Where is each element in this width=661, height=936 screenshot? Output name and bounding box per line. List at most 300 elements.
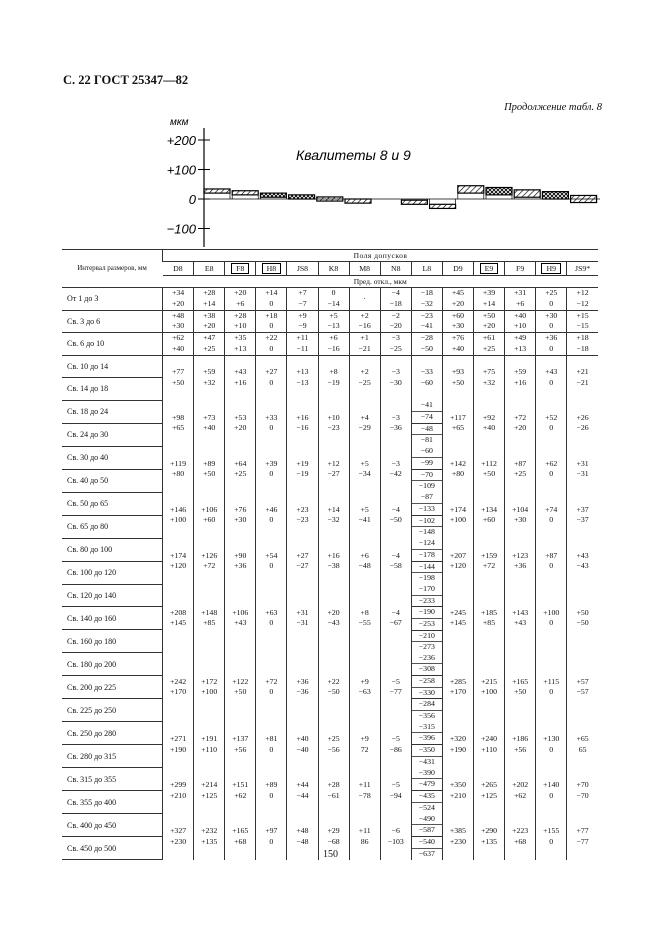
upper-deviation: −3 — [391, 458, 400, 468]
deviation-cell — [473, 768, 504, 814]
lower-deviation: +6 — [236, 298, 245, 308]
upper-deviation: +73 — [203, 412, 216, 422]
lower-deviation: −19 — [327, 377, 340, 387]
lower-deviation: +100 — [170, 515, 187, 524]
chart-bar-js9-star — [571, 195, 597, 202]
lower-deviation: −86 — [389, 744, 402, 754]
upper-deviation: +40 — [514, 310, 527, 320]
deviation-cell — [567, 653, 598, 722]
upper-deviation: +186 — [512, 734, 529, 744]
interval-label: Св. 10 до 14 — [62, 355, 163, 378]
upper-deviation: +37 — [576, 504, 589, 514]
chart-tick-label: +200 — [166, 133, 196, 148]
upper-deviation: +89 — [265, 780, 278, 790]
upper-deviation: +223 — [512, 826, 529, 836]
lower-deviation: +13 — [234, 343, 247, 353]
upper-deviation: +159 — [480, 550, 498, 560]
deviations-header: Пред. откл., мкм — [163, 276, 598, 288]
deviation-cell — [380, 584, 411, 653]
lower-deviation: −50 — [420, 343, 433, 353]
deviation-cell — [442, 492, 473, 538]
deviation-cell-split — [411, 492, 442, 538]
deviation-cell — [318, 492, 349, 538]
lower-deviation: −253 — [412, 619, 442, 631]
table-row — [62, 492, 598, 515]
deviation-cell — [536, 288, 567, 311]
column-header-d9: D9 — [442, 262, 473, 276]
deviation-cell — [318, 653, 349, 722]
upper-deviation: +15 — [576, 310, 589, 320]
upper-deviation: +4 — [360, 412, 369, 422]
lower-deviation: −25 — [389, 343, 402, 353]
upper-deviation: +63 — [265, 607, 278, 617]
deviation-cell — [256, 333, 287, 356]
deviation-cell — [442, 400, 473, 446]
deviation-cell — [473, 653, 504, 722]
upper-deviation: +112 — [481, 458, 497, 468]
deviation-cell — [536, 400, 567, 446]
deviation-cell — [225, 653, 256, 722]
deviation-cell — [567, 492, 598, 538]
lower-deviation: −21 — [576, 377, 589, 387]
upper-deviation: +117 — [450, 412, 466, 422]
lower-deviation: −41 — [358, 515, 371, 524]
upper-deviation: −3 — [391, 367, 400, 377]
upper-deviation: +53 — [234, 412, 247, 422]
lower-deviation: +20 — [514, 423, 527, 432]
lower-deviation: +25 — [482, 343, 496, 353]
lower-deviation: +6 — [515, 298, 525, 308]
lower-deviation: +72 — [203, 561, 216, 570]
deviation-cell — [194, 584, 225, 653]
deviation-cell — [536, 584, 567, 653]
lower-deviation: 0 — [269, 515, 274, 524]
table-row — [62, 288, 598, 311]
upper-deviation: +60 — [451, 310, 465, 320]
deviation-cell — [536, 333, 567, 356]
upper-deviation: −102 — [412, 516, 442, 528]
upper-deviation: +174 — [449, 504, 466, 514]
upper-deviation: −3 — [391, 412, 400, 422]
lower-deviation: +125 — [480, 790, 498, 800]
upper-deviation: +9 — [360, 676, 369, 686]
upper-deviation: +28 — [234, 310, 247, 320]
upper-deviation: −170 — [412, 584, 442, 596]
upper-deviation: +12 — [576, 288, 589, 298]
deviation-cell — [225, 446, 256, 492]
column-header-js9-star: JS9* — [567, 262, 598, 276]
deviation-cell — [163, 538, 194, 584]
deviation-cell — [536, 492, 567, 538]
chart-bar-h9 — [542, 192, 568, 199]
lower-deviation: +110 — [481, 744, 497, 754]
lower-deviation: −103 — [387, 836, 404, 846]
deviation-cell — [380, 538, 411, 584]
column-header-js8: JS8 — [287, 262, 318, 276]
table-row — [62, 333, 598, 356]
upper-deviation: +11 — [296, 333, 309, 343]
lower-deviation: −34 — [358, 469, 371, 478]
upper-deviation: +299 — [170, 780, 187, 790]
upper-deviation: −236 — [412, 653, 442, 665]
upper-deviation: −5 — [391, 676, 400, 686]
lower-deviation: +230 — [170, 836, 187, 846]
lower-deviation: −198 — [418, 573, 435, 583]
upper-deviation: +31 — [514, 288, 527, 298]
lower-deviation: −50 — [576, 618, 589, 628]
upper-deviation: +11 — [358, 780, 371, 790]
lower-deviation: −55 — [358, 618, 371, 628]
deviation-cell — [318, 446, 349, 492]
upper-deviation: −124 — [412, 538, 442, 550]
upper-deviation: +174 — [170, 550, 187, 560]
lower-deviation: −56 — [327, 744, 340, 754]
deviation-cell — [442, 653, 473, 722]
upper-deviation: +59 — [514, 367, 527, 377]
deviation-cell — [225, 355, 256, 400]
deviation-cell — [380, 400, 411, 446]
interval-label: Св. 160 до 180 — [62, 630, 163, 653]
upper-deviation: +76 — [451, 333, 465, 343]
upper-deviation: +385 — [449, 826, 466, 836]
lower-deviation: 72 — [360, 744, 369, 754]
upper-deviation: +72 — [514, 412, 527, 422]
deviation-cell — [505, 492, 536, 538]
deviation-cell — [411, 288, 442, 311]
upper-deviation: −4 — [391, 607, 400, 617]
lower-deviation: −61 — [327, 790, 340, 800]
lower-deviation: +20 — [171, 298, 185, 308]
upper-deviation: +115 — [543, 676, 560, 686]
chart-bar-k8 — [345, 199, 371, 203]
lower-deviation: −13 — [296, 377, 309, 387]
deviation-cell-split — [411, 768, 442, 814]
chart-bar-d9 — [458, 186, 484, 193]
lower-deviation: +30 — [234, 515, 247, 524]
interval-label: Св. 18 до 24 — [62, 400, 163, 423]
upper-deviation: +25 — [327, 734, 340, 744]
column-header-e9: E9 — [473, 262, 504, 276]
upper-deviation: +5 — [329, 310, 338, 320]
upper-deviation: +76 — [234, 504, 247, 514]
page-header: С. 22 ГОСТ 25347—82 — [63, 73, 189, 87]
lower-deviation: −26 — [576, 423, 589, 432]
lower-deviation: −13 — [327, 321, 340, 331]
lower-deviation: −31 — [296, 618, 309, 628]
tolerance-chart — [0, 0, 661, 250]
deviation-cell — [318, 355, 349, 400]
upper-deviation: +28 — [327, 780, 340, 790]
deviation-cell — [473, 446, 504, 492]
lower-deviation: 0 — [269, 377, 274, 387]
deviation-cell — [536, 538, 567, 584]
column-header-l8: L8 — [411, 262, 442, 276]
upper-deviation: +48 — [171, 310, 185, 320]
deviation-cell — [442, 288, 473, 311]
upper-deviation: −258 — [412, 676, 442, 688]
lower-deviation: −7 — [298, 298, 307, 308]
lower-deviation: +65 — [451, 423, 465, 432]
upper-deviation: +89 — [203, 458, 216, 468]
lower-deviation: −16 — [358, 321, 371, 331]
upper-deviation: +100 — [543, 607, 560, 617]
upper-deviation: −350 — [412, 745, 442, 757]
lower-deviation: −81 — [420, 435, 433, 445]
lower-deviation: +170 — [170, 687, 187, 697]
upper-deviation: +36 — [545, 333, 558, 343]
upper-deviation: +46 — [265, 504, 278, 514]
upper-deviation: +172 — [201, 676, 218, 686]
column-header-h9: H9 — [536, 262, 567, 276]
deviation-cell — [380, 333, 411, 356]
lower-deviation: −43 — [327, 618, 340, 628]
upper-deviation: +30 — [545, 310, 558, 320]
deviation-cell — [287, 584, 318, 653]
table-row — [62, 446, 598, 469]
lower-deviation: 0 — [549, 515, 554, 524]
deviation-cell — [567, 538, 598, 584]
lower-deviation: +68 — [234, 836, 247, 846]
upper-deviation: +43 — [545, 367, 558, 377]
lower-deviation: +125 — [201, 790, 218, 800]
deviation-cell — [349, 310, 380, 333]
upper-deviation: +320 — [449, 734, 466, 744]
interval-label: Св. 65 до 80 — [62, 515, 163, 538]
deviation-cell — [442, 722, 473, 768]
lower-deviation: +50 — [482, 469, 496, 478]
upper-deviation: +6 — [360, 550, 369, 560]
lower-deviation: −50 — [389, 515, 402, 524]
lower-deviation: 0 — [549, 836, 554, 846]
upper-deviation: +70 — [576, 780, 589, 790]
lower-deviation: 0 — [549, 561, 554, 570]
deviation-cell — [163, 653, 194, 722]
deviation-cell — [442, 768, 473, 814]
chart-unit-label: мкм — [170, 117, 189, 128]
upper-deviation: +14 — [265, 288, 278, 298]
lower-deviation: 0 — [549, 423, 554, 432]
column-header-f8: F8 — [225, 262, 256, 276]
deviation-cell — [163, 768, 194, 814]
deviation-cell — [536, 653, 567, 722]
deviation-cell — [380, 722, 411, 768]
lower-deviation: −9 — [298, 321, 307, 331]
interval-label: Св. 355 до 400 — [62, 791, 163, 814]
upper-deviation: +208 — [170, 607, 187, 617]
deviation-cell — [318, 538, 349, 584]
upper-deviation: +12 — [327, 458, 340, 468]
table-row — [62, 768, 598, 791]
deviation-cell — [318, 722, 349, 768]
upper-deviation: +29 — [327, 826, 340, 836]
deviation-cell — [442, 446, 473, 492]
deviation-cell — [194, 288, 225, 311]
deviation-cell — [194, 768, 225, 814]
interval-label: Св. 80 до 100 — [62, 538, 163, 561]
deviation-cell — [287, 355, 318, 400]
lower-deviation: +50 — [171, 377, 185, 387]
deviation-cell — [442, 584, 473, 653]
lower-deviation: +32 — [482, 377, 496, 387]
upper-deviation: −390 — [412, 768, 442, 780]
deviation-cell — [536, 446, 567, 492]
lower-deviation: 0 — [549, 744, 554, 754]
deviation-cell — [380, 446, 411, 492]
upper-deviation: +77 — [171, 367, 185, 377]
lower-deviation: −44 — [296, 790, 309, 800]
lower-deviation: −48 — [358, 561, 371, 570]
lower-deviation: +85 — [482, 618, 496, 628]
upper-deviation: +9 — [298, 310, 307, 320]
deviation-cell — [225, 538, 256, 584]
upper-deviation: +38 — [203, 310, 216, 320]
lower-deviation: +40 — [451, 343, 465, 353]
deviation-cell — [194, 446, 225, 492]
lower-deviation: −68 — [327, 836, 340, 846]
page-number: 150 — [323, 849, 338, 860]
upper-deviation: −33 — [420, 367, 433, 377]
deviation-cell — [225, 288, 256, 311]
upper-deviation: +16 — [327, 550, 340, 560]
deviation-cell — [536, 768, 567, 814]
deviation-cell — [567, 400, 598, 446]
deviation-cell — [473, 333, 504, 356]
lower-deviation: −15 — [576, 321, 589, 331]
deviation-cell — [473, 310, 504, 333]
lower-deviation: +16 — [234, 377, 247, 387]
interval-label: Св. 3 до 6 — [62, 310, 163, 333]
deviation-cell — [256, 288, 287, 311]
lower-deviation: −16 — [296, 423, 309, 432]
lower-deviation: −19 — [296, 469, 309, 478]
lower-deviation: 0 — [549, 790, 554, 800]
upper-deviation: +240 — [480, 734, 498, 744]
upper-deviation: +59 — [203, 367, 216, 377]
lower-deviation: +210 — [170, 790, 187, 800]
deviation-cell — [349, 722, 380, 768]
interval-label: Св. 40 до 50 — [62, 469, 163, 492]
deviation-cell — [163, 584, 194, 653]
interval-label: Св. 30 до 40 — [62, 446, 163, 469]
upper-deviation: +13 — [296, 367, 309, 377]
lower-deviation: −31 — [576, 469, 589, 478]
deviation-cell — [256, 446, 287, 492]
upper-deviation: +2 — [360, 310, 369, 320]
lower-deviation: 0 — [269, 744, 274, 754]
upper-deviation: +33 — [265, 412, 278, 422]
deviation-cell — [349, 584, 380, 653]
lower-deviation: +14 — [482, 298, 496, 308]
lower-deviation: +135 — [201, 836, 218, 846]
upper-deviation: +126 — [201, 550, 218, 560]
upper-deviation: +327 — [170, 826, 187, 836]
deviation-cell — [194, 400, 225, 446]
lower-deviation: 0 — [269, 343, 274, 353]
upper-deviation: +50 — [576, 607, 589, 617]
deviation-cell — [163, 355, 194, 400]
lower-deviation: +100 — [449, 515, 466, 524]
upper-deviation: −284 — [412, 699, 442, 711]
deviation-cell — [505, 355, 536, 400]
lower-deviation: −40 — [296, 744, 309, 754]
lower-deviation: +190 — [170, 744, 187, 754]
lower-deviation: +85 — [203, 618, 216, 628]
upper-deviation: +242 — [170, 676, 187, 686]
deviation-cell-split — [411, 538, 442, 584]
deviation-cell — [163, 722, 194, 768]
lower-deviation: −29 — [358, 423, 371, 432]
table-header-row — [62, 250, 598, 262]
upper-deviation: +72 — [265, 676, 278, 686]
upper-deviation: +74 — [545, 504, 558, 514]
lower-deviation: +13 — [514, 343, 527, 353]
lower-deviation: +43 — [234, 618, 247, 628]
upper-deviation: −144 — [412, 562, 442, 574]
deviation-cell — [473, 492, 504, 538]
lower-deviation: −50 — [327, 687, 340, 697]
lower-deviation: −43 — [576, 561, 589, 570]
upper-deviation: +155 — [543, 826, 560, 836]
upper-deviation: +140 — [543, 780, 560, 790]
deviation-cell — [194, 310, 225, 333]
lower-deviation: +40 — [171, 343, 185, 353]
lower-deviation: −308 — [412, 664, 442, 676]
deviation-cell — [256, 584, 287, 653]
lower-deviation: +210 — [449, 790, 466, 800]
deviation-cell — [349, 333, 380, 356]
lower-deviation: +20 — [482, 321, 496, 331]
deviation-cell — [225, 400, 256, 446]
deviation-cell — [225, 768, 256, 814]
deviation-cell — [318, 310, 349, 333]
lower-deviation: +145 — [449, 618, 466, 628]
lower-deviation: +100 — [201, 687, 218, 697]
upper-deviation: +290 — [480, 826, 498, 836]
table-row — [62, 310, 598, 333]
column-header-m8: M8 — [349, 262, 380, 276]
table-row — [62, 400, 598, 423]
upper-deviation: +5 — [360, 504, 369, 514]
upper-deviation: +64 — [234, 458, 247, 468]
upper-deviation: +142 — [449, 458, 466, 468]
upper-deviation: −41 — [412, 400, 442, 412]
chart-bar-e9 — [486, 187, 512, 194]
deviation-cell — [194, 333, 225, 356]
deviation-cell — [256, 653, 287, 722]
deviation-cell — [256, 538, 287, 584]
lower-deviation: −58 — [389, 561, 402, 570]
upper-deviation: +28 — [203, 288, 216, 298]
upper-deviation: +11 — [358, 826, 371, 836]
deviation-cell — [163, 446, 194, 492]
lower-deviation: −23 — [296, 515, 309, 524]
deviation-cell — [318, 768, 349, 814]
interval-label: Св. 140 до 160 — [62, 607, 163, 630]
deviation-cell — [411, 355, 442, 400]
lower-deviation: +120 — [449, 561, 466, 570]
deviation-cell — [256, 492, 287, 538]
lower-deviation: −396 — [412, 733, 442, 745]
interval-label: Св. 50 до 65 — [62, 492, 163, 515]
lower-deviation: +50 — [203, 469, 216, 478]
deviation-cell — [567, 288, 598, 311]
upper-deviation: +10 — [327, 412, 340, 422]
upper-deviation: +350 — [449, 780, 466, 790]
upper-deviation: +215 — [480, 676, 498, 686]
deviation-cell — [411, 310, 442, 333]
interval-label: Св. 24 до 30 — [62, 423, 163, 446]
lower-deviation: −48 — [296, 836, 309, 846]
